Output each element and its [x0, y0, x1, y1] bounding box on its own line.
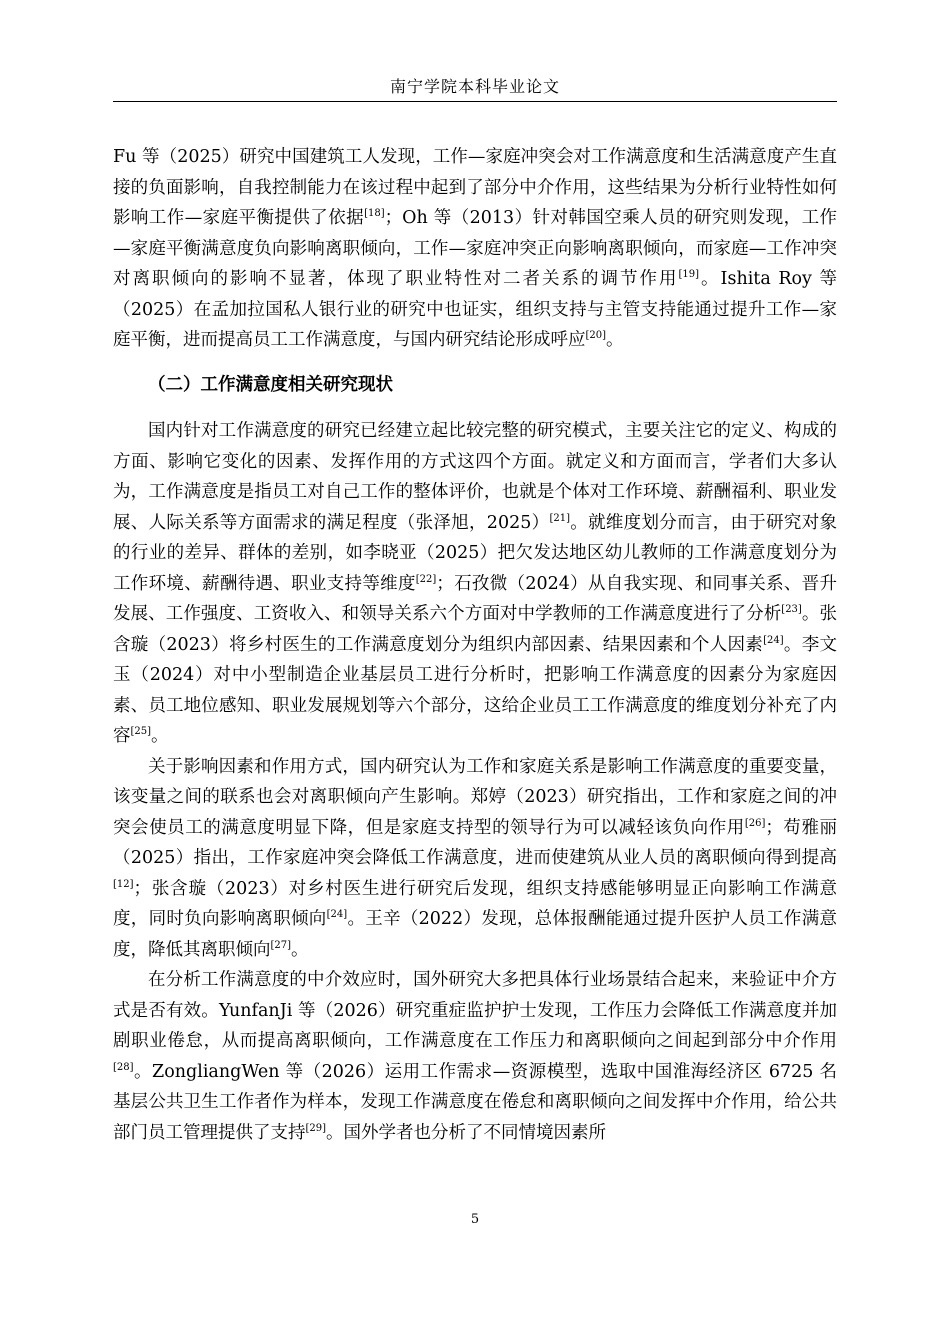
citation-21[interactable]: [21] — [549, 512, 570, 524]
citation-28[interactable]: [28] — [113, 1061, 134, 1073]
citation-19[interactable]: [19] — [678, 269, 700, 281]
citation-29[interactable]: [29] — [305, 1122, 327, 1134]
citation-24b[interactable]: [24] — [326, 909, 348, 921]
paragraph-4: 在分析工作满意度的中介效应时，国外研究大多把具体行业场景结合起来，来验证中介方式是否有效。YunfanJi 等（2026）研究重症监护护士发现，工作压力会降低工作满意度并加剧职业倦怠，从而提高离职倾向，工作满意度在工作压力和离职倾向之间起到部分中介作用[28]。ZongliangWen 等（2026）运用工作需求—资源模型，选取中国淮海经济区 6725 名基层公共卫生工作者作为样本，发现工作满意度在倦怠和离职倾向之间发挥中介作用，给公共部门员工管理提供了支持[29]。国外学者也分析了不同情境因素所 — [113, 970, 837, 1143]
citation-20[interactable]: [20] — [585, 330, 607, 342]
paragraph-2: 国内针对工作满意度的研究已经建立起比较完整的研究模式，主要关注它的定义、构成的方面、影响它变化的因素、发挥作用的方式这四个方面。就定义和方面而言，学者们大多认为，工作满意度是指员工对自己工作的整体评价，也就是个体对工作环境、薪酬福利、职业发展、人际关系等方面需求的满足程度（张泽旭，2025）[21]。就维度划分而言，由于研究对象的行业的差异、群体的差别，如李晓亚（2025）把欠发达地区幼儿教师的工作满意度划分为工作环境、薪酬待遇、职业支持等维度[22]；石孜微（2024）从自我实现、和同事关系、晋升发展、工作强度、工资收入、和领导关系六个方面对中学教师的工作满意度进行了分析[23]。张含璇（2023）将乡村医生的工作满意度划分为组织内部因素、结果因素和个人因素[24]。李文玉（2024）对中小型制造企业基层员工进行分析时，把影响工作满意度的因素分为家庭因素、员工地位感知、职业发展规划等六个部分，这给企业员工工作满意度的维度划分补充了内容[25]。 — [113, 421, 838, 746]
citation-23[interactable]: [23] — [781, 604, 802, 616]
body-text — [113, 142, 837, 1148]
section-heading: （二）工作满意度相关研究现状 — [148, 374, 393, 395]
citation-22[interactable]: [22] — [415, 573, 437, 585]
citation-12[interactable]: [12] — [113, 878, 134, 890]
citation-25[interactable]: [25] — [130, 726, 152, 738]
paragraph-1: Fu 等（2025）研究中国建筑工人发现，工作—家庭冲突会对工作满意度和生活满意度产生直接的负面影响，自我控制能力在该过程中起到了部分中介作用，这些结果为分析行业特性如何影响工作—家庭平衡提供了依据[18]；Oh 等（2013）针对韩国空乘人员的研究则发现，工作—家庭平衡满意度负向影响离职倾向，工作—家庭冲突正向影响离职倾向，而家庭—工作冲突对离职倾向的影响不显著，体现了职业特性对二者关系的调节作用[19]。Ishita Roy 等（2025）在孟加拉国私人银行业的研究中也证实，组织支持与主管支持能通过提升工作—家庭平衡，进而提高员工工作满意度，与国内研究结论形成呼应[20]。 — [113, 147, 838, 350]
paragraph-3: 关于影响因素和作用方式，国内研究认为工作和家庭关系是影响工作满意度的重要变量，该变量之间的联系也会对离职倾向产生影响。郑婷（2023）研究指出，工作和家庭之间的冲突会使员工的满意度明显下降，但是家庭支持型的领导行为可以减轻该负向作用[26]；苟雅丽（2025）指出，工作家庭冲突会降低工作满意度，进而使建筑从业人员的离职倾向得到提高[12]；张含璇（2023）对乡村医生进行研究后发现，组织支持感能够明显正向影响工作满意度，同时负向影响离职倾向[24]。王辛（2022）发现，总体报酬能通过提升医护人员工作满意度，降低其离职倾向[27]。 — [113, 756, 837, 960]
page-number: 5 — [470, 1212, 480, 1227]
header-rule — [113, 101, 837, 102]
citation-27[interactable]: [27] — [270, 939, 292, 951]
citation-26[interactable]: [26] — [744, 817, 766, 829]
citation-18[interactable]: [18] — [364, 208, 385, 220]
running-header: 南宁学院本科毕业论文 — [389, 77, 560, 96]
citation-24[interactable]: [24] — [763, 634, 784, 646]
